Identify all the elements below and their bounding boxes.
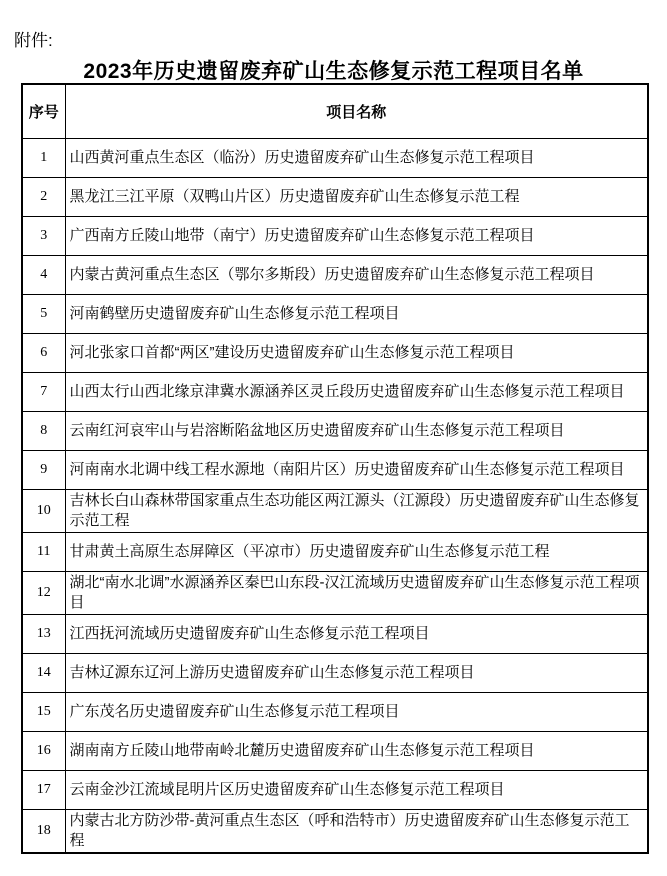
row-index: 17 [22,771,65,810]
project-name: 河北张家口首都“两区”建设历史遗留废弃矿山生态修复示范工程项目 [65,334,648,373]
row-index: 12 [22,572,65,615]
table-row [22,451,648,490]
table-row [22,654,648,693]
row-index: 4 [22,256,65,295]
project-name: 湖北“南水北调”水源涵养区秦巴山东段-汉江流域历史遗留废弃矿山生态修复示范工程项目 [65,572,648,615]
page-title: 2023年历史遗留废弃矿山生态修复示范工程项目名单 [83,60,584,83]
project-name: 江西抚河流域历史遗留废弃矿山生态修复示范工程项目 [65,615,648,654]
row-index: 18 [22,810,65,854]
project-name: 吉林长白山森林带国家重点生态功能区两江源头（江源段）历史遗留废弃矿山生态修复示范工程 [65,490,648,533]
project-name: 黑龙江三江平原（双鸭山片区）历史遗留废弃矿山生态修复示范工程 [65,178,648,217]
row-index: 6 [22,334,65,373]
project-name: 河南鹤壁历史遗留废弃矿山生态修复示范工程项目 [65,295,648,334]
project-name: 吉林辽源东辽河上游历史遗留废弃矿山生态修复示范工程项目 [65,654,648,693]
project-name: 云南红河哀牢山与岩溶断陷盆地区历史遗留废弃矿山生态修复示范工程项目 [65,412,648,451]
table-row [22,217,648,256]
table-row [22,139,648,178]
project-name: 山西黄河重点生态区（临汾）历史遗留废弃矿山生态修复示范工程项目 [65,139,648,178]
row-index: 3 [22,217,65,256]
project-list-table [21,83,649,854]
row-index: 7 [22,373,65,412]
column-header-index: 序号 [22,84,65,139]
table-row [22,771,648,810]
project-name: 广西南方丘陵山地带（南宁）历史遗留废弃矿山生态修复示范工程项目 [65,217,648,256]
project-name: 内蒙古北方防沙带-黄河重点生态区（呼和浩特市）历史遗留废弃矿山生态修复示范工程 [65,810,648,854]
table-row [22,572,648,615]
table-row [22,810,648,854]
project-name: 河南南水北调中线工程水源地（南阳片区）历史遗留废弃矿山生态修复示范工程项目 [65,451,648,490]
table-row [22,334,648,373]
table-row [22,178,648,217]
project-name: 湖南南方丘陵山地带南岭北麓历史遗留废弃矿山生态修复示范工程项目 [65,732,648,771]
row-index: 9 [22,451,65,490]
table-row [22,295,648,334]
row-index: 5 [22,295,65,334]
row-index: 13 [22,615,65,654]
row-index: 8 [22,412,65,451]
project-name: 广东茂名历史遗留废弃矿山生态修复示范工程项目 [65,693,648,732]
row-index: 16 [22,732,65,771]
table-row [22,533,648,572]
table-row [22,693,648,732]
project-name: 内蒙古黄河重点生态区（鄂尔多斯段）历史遗留废弃矿山生态修复示范工程项目 [65,256,648,295]
table-row [22,256,648,295]
table-header-row [22,84,648,139]
row-index: 10 [22,490,65,533]
project-name: 山西太行山西北缘京津冀水源涵养区灵丘段历史遗留废弃矿山生态修复示范工程项目 [65,373,648,412]
attachment-label: 附件: [14,31,53,50]
table-row [22,732,648,771]
row-index: 15 [22,693,65,732]
row-index: 11 [22,533,65,572]
table-row [22,412,648,451]
table-row [22,490,648,533]
table-row [22,373,648,412]
column-header-project-name: 项目名称 [65,84,648,139]
project-name: 云南金沙江流域昆明片区历史遗留废弃矿山生态修复示范工程项目 [65,771,648,810]
row-index: 1 [22,139,65,178]
row-index: 14 [22,654,65,693]
row-index: 2 [22,178,65,217]
project-name: 甘肃黄土高原生态屏障区（平凉市）历史遗留废弃矿山生态修复示范工程 [65,533,648,572]
table-row [22,615,648,654]
